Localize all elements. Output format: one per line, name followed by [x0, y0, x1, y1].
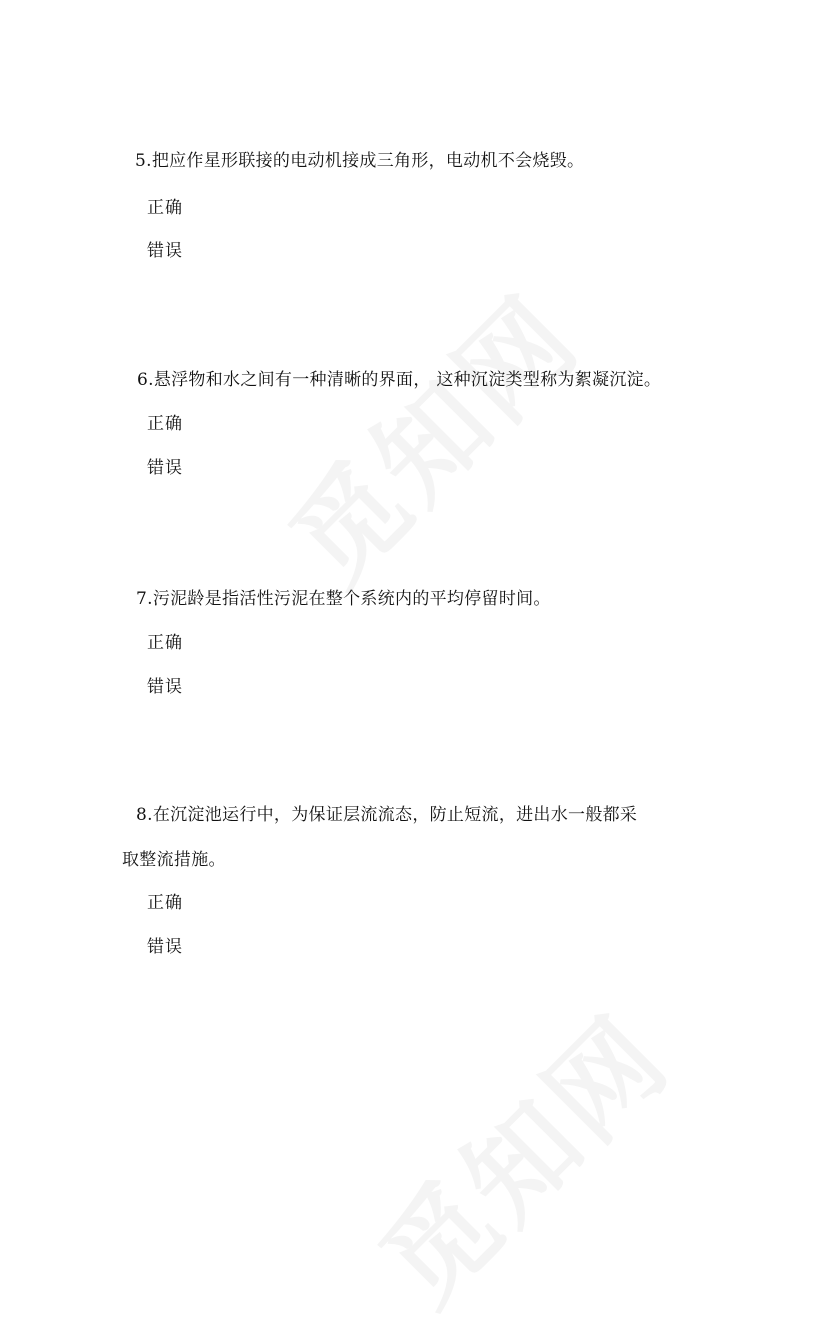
question-text-line-2: 取整流措施。 [122, 850, 226, 870]
option-wrong[interactable]: 错误 [147, 458, 183, 478]
option-correct[interactable]: 正确 [147, 893, 183, 913]
option-correct[interactable]: 正确 [147, 414, 183, 434]
question-text: 7.污泥龄是指活性污泥在整个系统内的平均停留时间。 [136, 589, 551, 609]
option-correct[interactable]: 正确 [147, 633, 183, 653]
question-text: 6.悬浮物和水之间有一种清晰的界面， 这种沉淀类型称为絮凝沉淀。 [137, 370, 662, 390]
option-wrong[interactable]: 错误 [147, 677, 183, 697]
question-text-line-1: 8.在沉淀池运行中，为保证层流流态，防止短流，进出水一般都采 [136, 805, 638, 825]
option-wrong[interactable]: 错误 [147, 937, 183, 957]
watermark [250, 255, 608, 613]
watermark-bottom [340, 975, 698, 1333]
question-text: 5.把应作星形联接的电动机接成三角形，电动机不会烧毁。 [135, 151, 585, 171]
option-wrong[interactable]: 错误 [147, 241, 183, 261]
option-correct[interactable]: 正确 [147, 198, 183, 218]
